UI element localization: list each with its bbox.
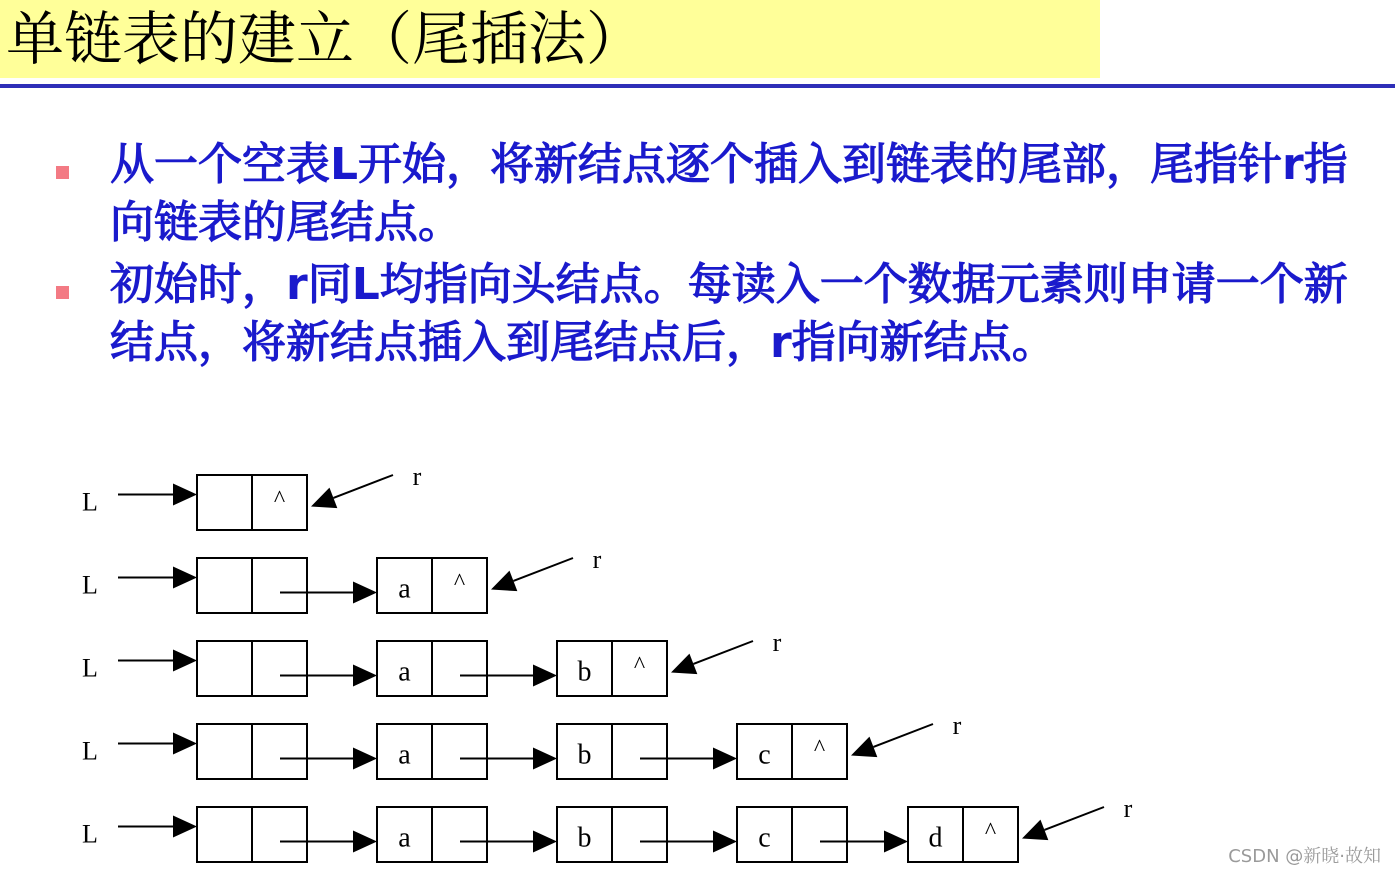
arrow-head [533,665,557,687]
node-data-label: a [398,573,411,605]
tail-pointer-arrow [1022,807,1104,840]
arrow-head [1022,820,1048,841]
arrow-head [713,748,737,770]
arrow-head [173,816,197,838]
head-pointer-label: L [82,570,98,600]
arrow-head [851,737,877,758]
arrow-head [713,831,737,853]
arrow-head [173,733,197,755]
arrow-head [491,571,517,592]
arrow-shaft [333,475,393,498]
arrow-head [311,488,337,509]
node-data-label: b [577,822,592,854]
arrow-head [353,831,377,853]
head-pointer-arrow [118,816,197,838]
arrow-head [884,831,908,853]
null-pointer-symbol: ^ [453,569,466,596]
null-pointer-symbol: ^ [813,735,826,762]
head-pointer-arrow [118,650,197,672]
tail-pointer-label: r [772,628,782,657]
head-pointer-arrow [118,567,197,589]
arrow-head [533,748,557,770]
tail-pointer-label: r [1123,794,1133,823]
watermark: CSDN @新晓·故知 [1228,846,1381,867]
page-title: 单链表的建立（尾插法） [6,5,645,73]
tail-pointer-label: r [412,462,422,491]
tail-pointer-arrow [671,641,753,674]
tail-pointer-label: r [592,545,602,574]
bullet-text: 从一个空表L开始，将新结点逐个插入到链表的尾部，尾指针r指向链表的尾结点。 [110,139,1348,248]
arrow-shaft [1044,807,1104,830]
head-pointer-arrow [118,484,197,506]
bullet-text: 初始时，r同L均指向头结点。每读入一个数据元素则申请一个新结点，将新结点插入到尾结点后，r指向新结点。 [110,259,1348,368]
tail-pointer-arrow [851,724,933,757]
node-data-label: b [577,656,592,688]
arrow-shaft [873,724,933,747]
arrow-shaft [513,558,573,581]
arrow-head [671,654,697,675]
arrow-shaft [693,641,753,664]
node-data-label: a [398,739,411,771]
null-pointer-symbol: ^ [273,486,286,513]
node-data-label: c [758,822,771,854]
null-pointer-symbol: ^ [984,818,997,845]
head-pointer-label: L [82,487,98,517]
node-data-label: b [577,739,592,771]
head-pointer-arrow [118,733,197,755]
null-pointer-symbol: ^ [633,652,646,679]
node-data-label: a [398,822,411,854]
head-pointer-label: L [82,653,98,683]
node-data-label: c [758,739,771,771]
arrow-head [353,748,377,770]
tail-pointer-label: r [952,711,962,740]
arrow-head [173,567,197,589]
node-data-label: d [928,822,943,854]
head-pointer-label: L [82,819,98,849]
head-pointer-label: L [82,736,98,766]
arrow-head [353,582,377,604]
tail-pointer-arrow [491,558,573,591]
arrow-head [173,650,197,672]
arrow-head [173,484,197,506]
arrow-head [533,831,557,853]
tail-pointer-arrow [311,475,393,508]
node-data-label: a [398,656,411,688]
arrow-head [353,665,377,687]
